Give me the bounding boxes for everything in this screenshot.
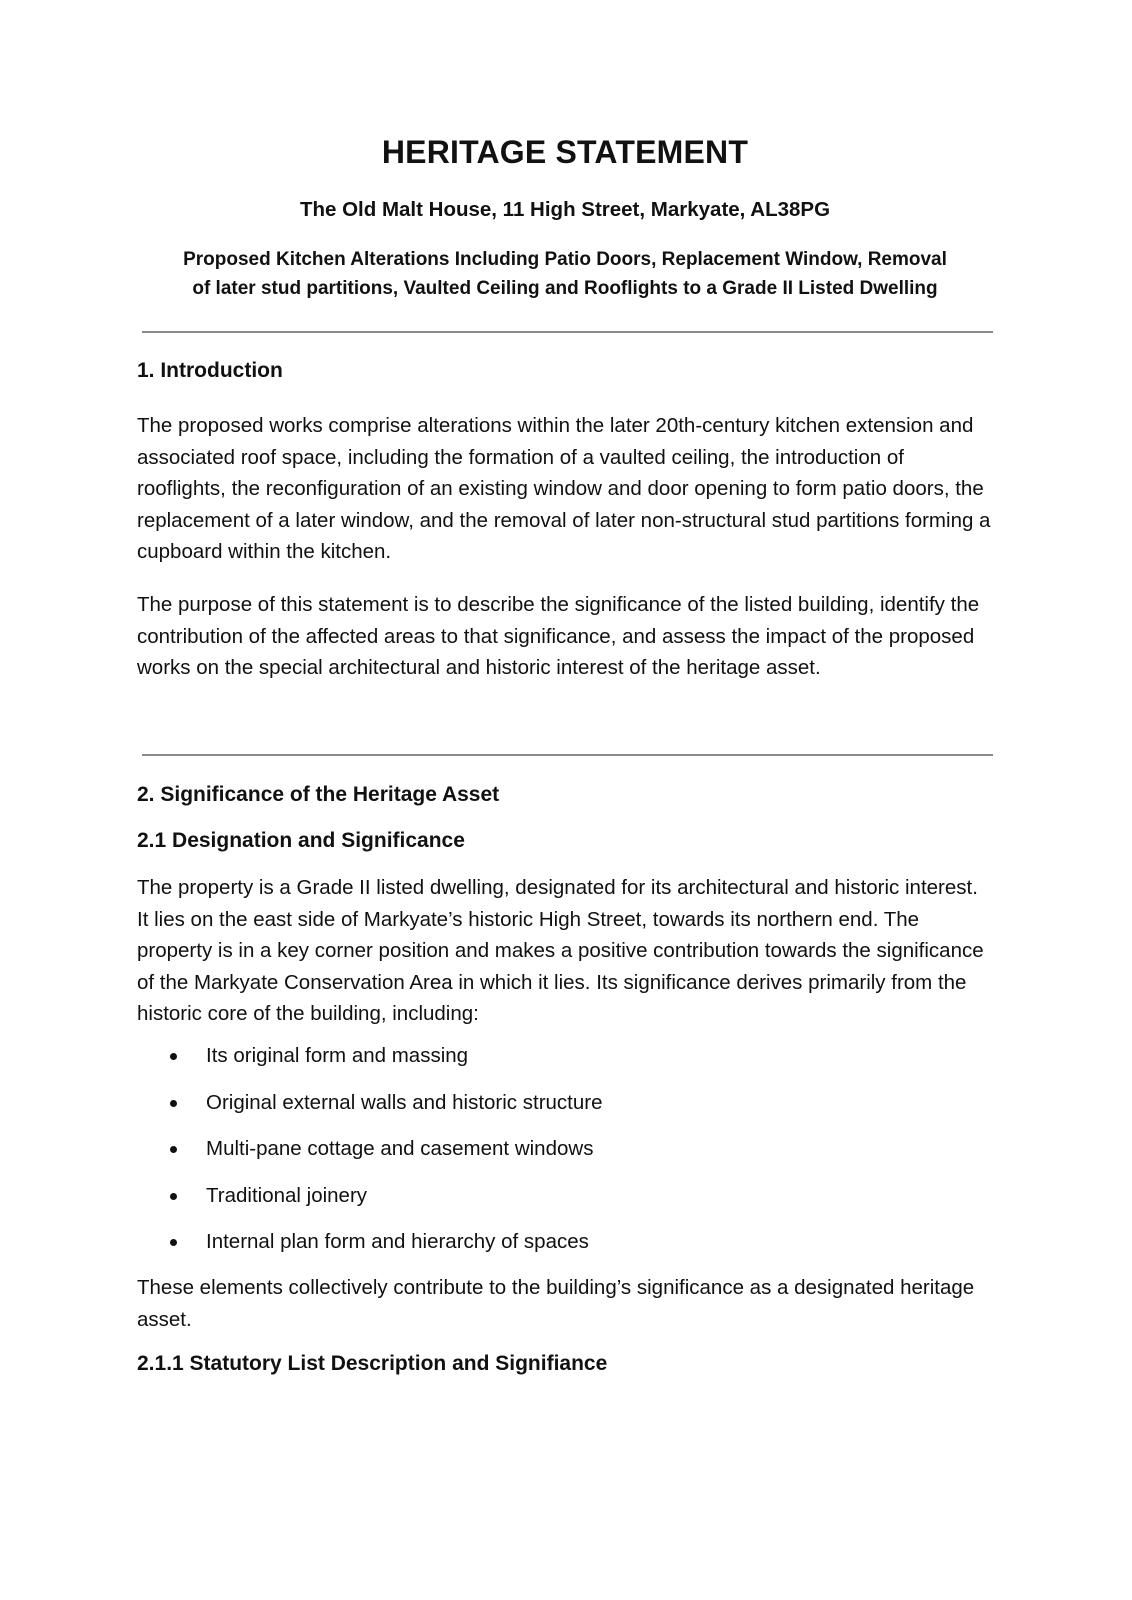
proposal-scope-line-2: of later stud partitions, Vaulted Ceiling and Rooflights to a Grade II Listed Dwelling <box>192 278 938 299</box>
list-item: Multi-pane cottage and casement windows <box>137 1133 993 1180</box>
bullet-icon <box>170 1053 177 1060</box>
list-item: Internal plan form and hierarchy of spaces <box>137 1226 993 1273</box>
list-item: Original external walls and historic structure <box>137 1087 993 1134</box>
proposal-scope-line-1: Proposed Kitchen Alterations Including Patio Doors, Replacement Window, Removal <box>183 249 947 270</box>
section-1-heading: 1. Introduction <box>137 359 283 382</box>
property-address: The Old Malt House, 11 High Street, Markyate, AL38PG <box>299 198 831 221</box>
significance-bullet-list <box>137 1040 993 1273</box>
subsection-2-1-heading: 2.1 Designation and Significance <box>137 829 465 852</box>
list-item: Its original form and massing <box>137 1040 993 1087</box>
designation-paragraph: The property is a Grade II listed dwelling, designated for its architectural and historic interest. It lies on the east side of Markyate’s historic High Street, towards its northern end. The property is in a key corner position and makes a positive contribution towards the significance of the Markyate Conservation Area in which it lies. Its significance derives primarily from the historic core of the building, including: <box>137 876 984 1025</box>
bullet-icon <box>170 1239 177 1246</box>
bullet-icon <box>170 1193 177 1200</box>
bullet-icon <box>170 1100 177 1107</box>
introduction-paragraph-1: The proposed works comprise alterations within the later 20th-century kitchen extension and associated roof space, including the formation of a vaulted ceiling, the introduction of rooflights, the reconfiguration of an existing window and door opening to form patio doors, the replacement of a later window, and the removal of later non-structural stud partitions forming a cupboard within the kitchen. <box>137 414 991 563</box>
section-divider <box>142 754 993 756</box>
section-divider <box>142 331 993 333</box>
section-2-heading: 2. Significance of the Heritage Asset <box>137 783 500 806</box>
introduction-paragraph-2: The purpose of this statement is to describe the significance of the listed building, identify the contribution of the affected areas to that significance, and assess the impact of the proposed works on the special architectural and historic interest of the heritage asset. <box>137 593 980 679</box>
document-title: HERITAGE STATEMENT <box>381 134 749 170</box>
significance-closing-paragraph: These elements collectively contribute to the building’s significance as a designated heritage asset. <box>137 1276 975 1331</box>
proposal-scope <box>137 245 993 303</box>
list-item: Traditional joinery <box>137 1180 993 1227</box>
subsection-2-1-1-heading: 2.1.1 Statutory List Description and Signifiance <box>137 1352 608 1375</box>
bullet-icon <box>170 1146 177 1153</box>
